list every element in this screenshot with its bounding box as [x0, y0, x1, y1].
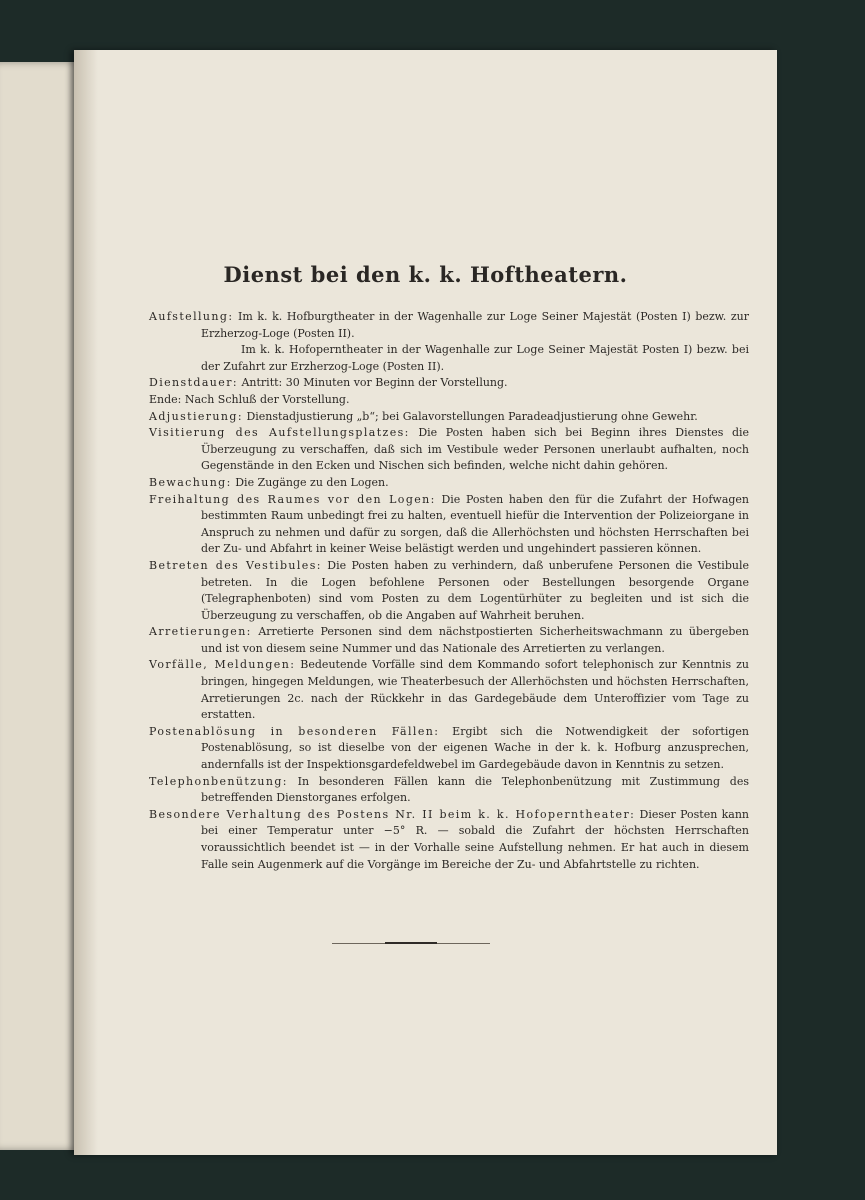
entry-text: Dienstadjustierung „b“; bei Galavorstellungen Paradeadjustierung ohne Gewehr.	[246, 409, 698, 423]
entry-aufstellung	[149, 309, 749, 342]
entry-text: Die Posten haben sich bei Beginn ihres Dienstes die Überzeugung zu verschaffen, daß sich im Vestibule weder Personen unerlaubt aufhalten, noch Gegenstände in den Ecken und Nischen sich befinden, welche nicht dahin gehören.	[201, 426, 750, 473]
entry-vorfaelle	[149, 657, 749, 723]
entry-visitierung	[149, 425, 749, 475]
entry-text: Die Zugänge zu den Logen.	[235, 475, 389, 489]
entry-term: Freihaltung des Raumes vor den Logen:	[149, 492, 436, 506]
entry-betreten	[149, 558, 749, 624]
closing-rule-accent	[385, 942, 437, 944]
entry-besondere-verhaltung	[149, 807, 749, 873]
entry-term: Postenablösung in besonderen Fällen:	[149, 724, 440, 738]
entry-text: Im k. k. Hofburgtheater in der Wagenhalle zur Loge Seiner Majestät (Posten I) bezw. zur Erzherzog-Loge (Posten II).	[201, 310, 750, 340]
entry-text: Bedeutende Vorfälle sind dem Kommando sofort telephonisch zur Kenntnis zu bringen, hingegen Meldungen, wie Theaterbesuch der Allerhöchsten und höchsten Herrschaften, Arretierungen 2c. nach der Rückkehr in das Gardegebäude dem Unteroffizier vom Tage zu erstatten.	[201, 658, 749, 722]
entry-text-continued: Ende: Nach Schluß der Vorstellung.	[149, 392, 350, 406]
entry-term: Betreten des Vestibules:	[149, 558, 322, 572]
entry-term: Aufstellung:	[149, 310, 234, 323]
entry-bewachung	[149, 475, 749, 492]
entry-dienstdauer	[149, 375, 749, 408]
entry-postenabloesung	[149, 724, 749, 774]
entry-term: Visitierung des Aufstellungsplatzes:	[149, 426, 410, 440]
entry-term: Adjustierung:	[149, 409, 243, 423]
entry-text: Im k. k. Hofoperntheater in der Wagenhalle zur Loge Seiner Majestät Posten I) bezw. bei der Zufahrt zur Erzherzog-Loge (Posten II).	[201, 343, 749, 373]
entry-freihaltung	[149, 492, 749, 558]
document-page	[74, 50, 777, 1155]
entry-term: Arretierungen:	[149, 625, 252, 639]
entry-text: Die Posten haben zu verhindern, daß unberufene Personen die Vestibule betreten. In die Logen befohlene Personen oder Bestellungen besorgende Organe (Telegraphenboten) sind vom Posten zu dem Logentürhüter zu begleiten und ist sich die Überzeugung zu verschaffen, ob die Angaben auf Wahrheit beruhen.	[201, 558, 749, 622]
entry-term: Besondere Verhaltung des Postens Nr. II beim k. k. Hofoperntheater:	[149, 807, 636, 821]
entry-text: Dieser Posten kann bei einer Temperatur unter −5° R. — sobald die Zufahrt der höchsten Herrschaften voraussichtlich beendet ist — in der Vorhalle seine Aufstellung nehmen. Er hat auch in diesem Falle sein Augenmerk auf die Vorgänge im Bereiche der Zu- und Abfahrtstelle zu richten.	[201, 807, 749, 871]
entry-text: Ergibt sich die Notwendigkeit der sofortigen Postenablösung, so ist dieselbe von der eigenen Wache in der k. k. Hofburg anzusprechen, andernfalls ist der Inspektionsgardefeldwebel im Gardegebäude davon in Kenntnis zu setzen.	[201, 724, 749, 772]
entry-telephon	[149, 774, 749, 807]
entry-text: Die Posten haben den für die Zufahrt der Hofwagen bestimmten Raum unbedingt frei zu halten, eventuell hiefür die Intervention der Polizeiorgane in Anspruch zu nehmen und dafür zu sorgen, daß die Allerhöchsten und höchsten Herrschaften bei der Zu- und Abfahrt in keiner Weise belästigt werden und ungehindert passieren können.	[201, 492, 750, 556]
entry-term: Telephonbenützung:	[149, 774, 288, 788]
underlying-page-edge	[0, 62, 80, 1150]
entry-arretierungen	[149, 624, 749, 657]
entry-term: Bewachung:	[149, 475, 232, 489]
entry-term: Dienstdauer:	[149, 376, 238, 390]
regulation-text	[149, 309, 749, 873]
page-title: Dienst bei den k. k. Hoftheatern.	[223, 262, 628, 287]
entry-aufstellung-oper	[149, 342, 749, 375]
entry-adjustierung	[149, 409, 749, 426]
entry-text: Antritt: 30 Minuten vor Beginn der Vorstellung.	[241, 376, 508, 390]
entry-text: Arretierte Personen sind dem nächstpostierten Sicherheitswachmann zu übergeben und ist von diesem seine Nummer und das Nationale des Arretierten zu verlangen.	[201, 625, 750, 655]
entry-text: In besonderen Fällen kann die Telephonbenützung mit Zustimmung des betreffenden Dienstorganes erfolgen.	[201, 774, 749, 805]
entry-term: Vorfälle, Meldungen:	[149, 658, 296, 672]
